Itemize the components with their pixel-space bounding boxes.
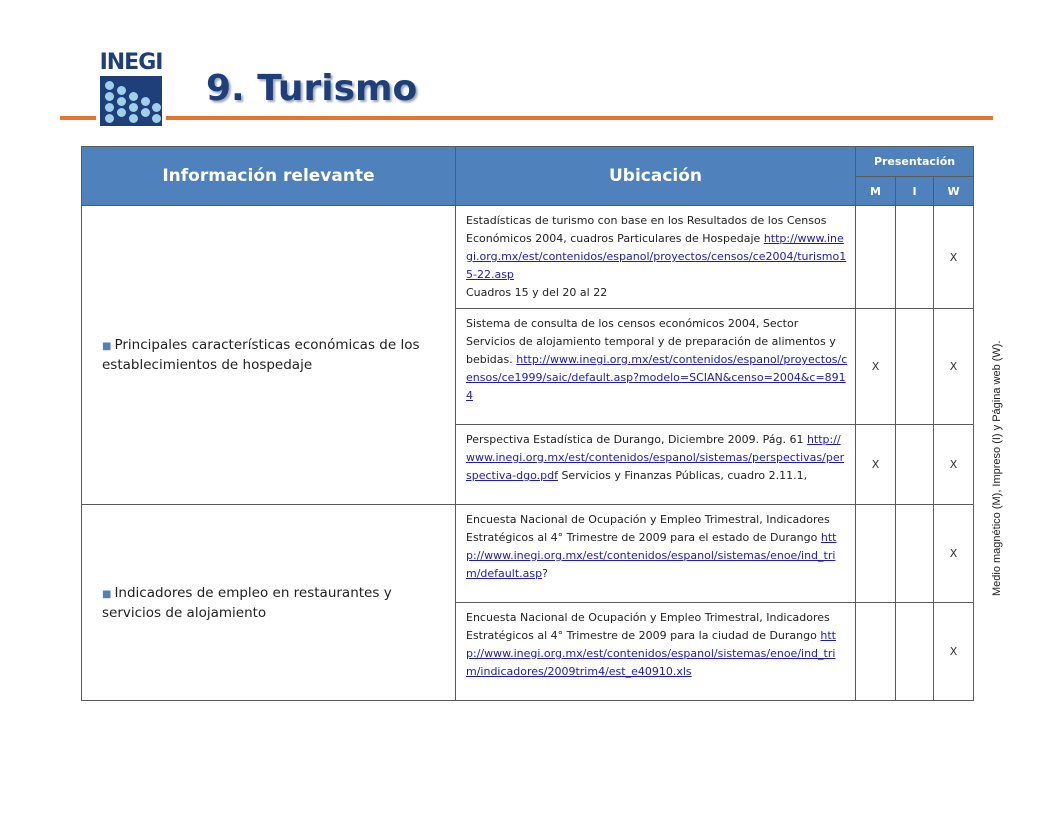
mark-m: X [856, 425, 896, 505]
side-note: Medio magnético (M), Impreso (I) y Página web (W). [991, 340, 1003, 596]
location-text: Sistema de consulta de los censos económicos 2004, Sector Servicios de alojamiento temporal y de preparación de alimentos y bebidas. [466, 317, 836, 366]
header-rule [60, 116, 993, 120]
info-text: Principales características económicas de los establecimientos de hospedaje [102, 337, 420, 373]
table-row [82, 505, 974, 603]
mark-i [896, 309, 934, 425]
inegi-logo [96, 50, 166, 128]
mark-i [896, 505, 934, 603]
header-location: Ubicación [456, 147, 856, 206]
location-link[interactable]: http://www.inegi.org.mx/est/contenidos/espanol/proyectos/censos/ce2004/turismo15-22.asp [466, 232, 847, 281]
header-info: Información relevante [82, 147, 456, 206]
location-link[interactable]: http://www.inegi.org.mx/est/contenidos/espanol/sistemas/enoe/ind_trim/indicadores/2009trim4/est_e40910.xls [466, 629, 836, 678]
location-cell [456, 309, 856, 425]
location-text-after: Cuadros 15 y del 20 al 22 [466, 286, 608, 299]
mark-m [856, 206, 896, 309]
location-text: Encuesta Nacional de Ocupación y Empleo Trimestral, Indicadores Estratégicos al 4° Trimestre de 2009 para la ciudad de Durango [466, 611, 830, 642]
info-text: Indicadores de empleo en restaurantes y servicios de alojamiento [102, 584, 392, 621]
location-cell [456, 425, 856, 505]
logo-text: INEGI [99, 50, 163, 75]
mark-w: X [934, 425, 974, 505]
mark-m: X [856, 309, 896, 425]
location-link[interactable]: http://www.inegi.org.mx/est/contenidos/espanol/sistemas/enoe/ind_trim/default.asp [466, 531, 837, 580]
mark-i [896, 603, 934, 701]
header-i: I [896, 177, 934, 206]
page-title: 9. Turismo [206, 68, 418, 109]
mark-m [856, 505, 896, 603]
bullet-icon: ■ [102, 588, 112, 600]
mark-i [896, 206, 934, 309]
header-m: M [856, 177, 896, 206]
bullet-icon: ■ [102, 341, 112, 352]
mark-w: X [934, 206, 974, 309]
location-cell [456, 505, 856, 603]
info-cell [82, 505, 456, 701]
info-cell [82, 206, 456, 505]
location-text: Estadísticas de turismo con base en los Resultados de los Censos Económicos 2004, cuadros Particulares de Hospedaje [466, 214, 827, 245]
location-text-after: Servicios y Finanzas Públicas, cuadro 2.11.1, [557, 469, 808, 482]
table-row [82, 206, 974, 309]
location-cell [456, 603, 856, 701]
header-w: W [934, 177, 974, 206]
mark-i [896, 425, 934, 505]
location-link[interactable]: http://www.inegi.org.mx/est/contenidos/espanol/proyectos/censos/ce1999/saic/default.asp?modelo=SCIAN&censo=2004&c=8914 [466, 353, 848, 402]
info-table [81, 146, 974, 701]
location-text: Encuesta Nacional de Ocupación y Empleo Trimestral, Indicadores Estratégicos al 4° Trimestre de 2009 para el estado de Durango [466, 513, 830, 544]
location-text-after: ? [542, 567, 548, 580]
mark-w: X [934, 505, 974, 603]
mark-w: X [934, 603, 974, 701]
location-link[interactable]: http://www.inegi.org.mx/est/contenidos/espanol/sistemas/perspectivas/perspectiva-dgo.pdf [466, 433, 845, 482]
location-text: Perspectiva Estadística de Durango, Diciembre 2009. Pág. 61 [466, 433, 804, 446]
logo-grid-icon [100, 76, 162, 126]
header-presentation: Presentación [856, 147, 974, 177]
location-cell [456, 206, 856, 309]
mark-w: X [934, 309, 974, 425]
mark-m [856, 603, 896, 701]
